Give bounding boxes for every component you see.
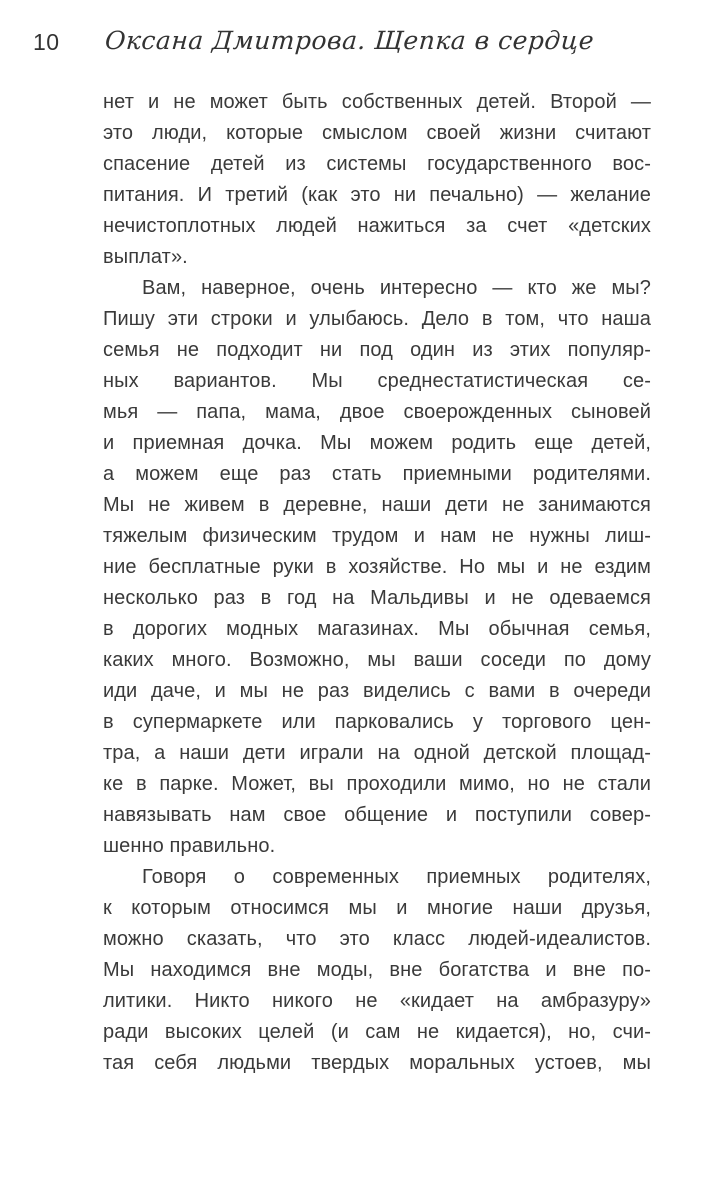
text-line: Пишу эти строки и улыбаюсь. Дело в том, что наша <box>103 308 651 330</box>
text-line: спасение детей из системы государственного вос- <box>103 153 651 175</box>
paragraph <box>103 862 651 1079</box>
text-line: нет и не может быть собственных детей. Второй — <box>103 91 651 113</box>
text-line: нечистоплотных людей нажиться за счет «детских <box>103 215 651 237</box>
page-body <box>103 87 651 1079</box>
text-line: литики. Никто никого не «кидает на амбразуру» <box>103 990 651 1012</box>
text-line: ных вариантов. Мы среднестатистическая се- <box>103 370 651 392</box>
text-line: тра, а наши дети играли на одной детской площад- <box>103 742 651 764</box>
text-line: в дорогих модных магазинах. Мы обычная семья, <box>103 618 651 640</box>
text-line: в супермаркете или парковались у торгового цен- <box>103 711 651 733</box>
text-line: тая себя людьми твердых моральных устоев, мы <box>103 1052 651 1074</box>
text-line: ние бесплатные руки в хозяйстве. Но мы и не ездим <box>103 556 651 578</box>
paragraph <box>103 273 651 862</box>
text-line: ради высоких целей (и сам не кидается), но, счи- <box>103 1021 651 1043</box>
text-line: питания. И третий (как это ни печально) — желание <box>103 184 651 206</box>
paragraph <box>103 87 651 273</box>
text-line: Мы находимся вне моды, вне богатства и вне по- <box>103 959 651 981</box>
text-line: Говоря о современных приемных родителях, <box>142 866 651 888</box>
text-line: ке в парке. Может, вы проходили мимо, но не стали <box>103 773 651 795</box>
text-line: мья — папа, мама, двое своерожденных сыновей <box>103 401 651 423</box>
text-line: Мы не живем в деревне, наши дети не занимаются <box>103 494 651 516</box>
text-line: это люди, которые смыслом своей жизни считают <box>103 122 651 144</box>
text-line: Вам, наверное, очень интересно — кто же мы? <box>142 277 651 299</box>
page-number: 10 <box>33 29 60 55</box>
text-line: шенно правильно. <box>103 835 276 857</box>
text-line: несколько раз в год на Мальдивы и не одеваемся <box>103 587 651 609</box>
running-title: Оксана Дмитрова. Щепка в сердце <box>104 26 596 55</box>
text-line: а можем еще раз стать приемными родителями. <box>103 463 651 485</box>
text-line: тяжелым физическим трудом и нам не нужны лиш- <box>103 525 651 547</box>
text-line: семья не подходит ни под один из этих популяр- <box>103 339 651 361</box>
text-line: выплат». <box>103 246 188 268</box>
text-line: и приемная дочка. Мы можем родить еще детей, <box>103 432 651 454</box>
text-line: каких много. Возможно, мы ваши соседи по дому <box>103 649 651 671</box>
text-line: можно сказать, что это класс людей-идеалистов. <box>103 928 651 950</box>
text-line: к которым относимся мы и многие наши друзья, <box>103 897 651 919</box>
text-line: иди даче, и мы не раз виделись с вами в очереди <box>103 680 651 702</box>
text-line: навязывать нам свое общение и поступили совер- <box>103 804 651 826</box>
